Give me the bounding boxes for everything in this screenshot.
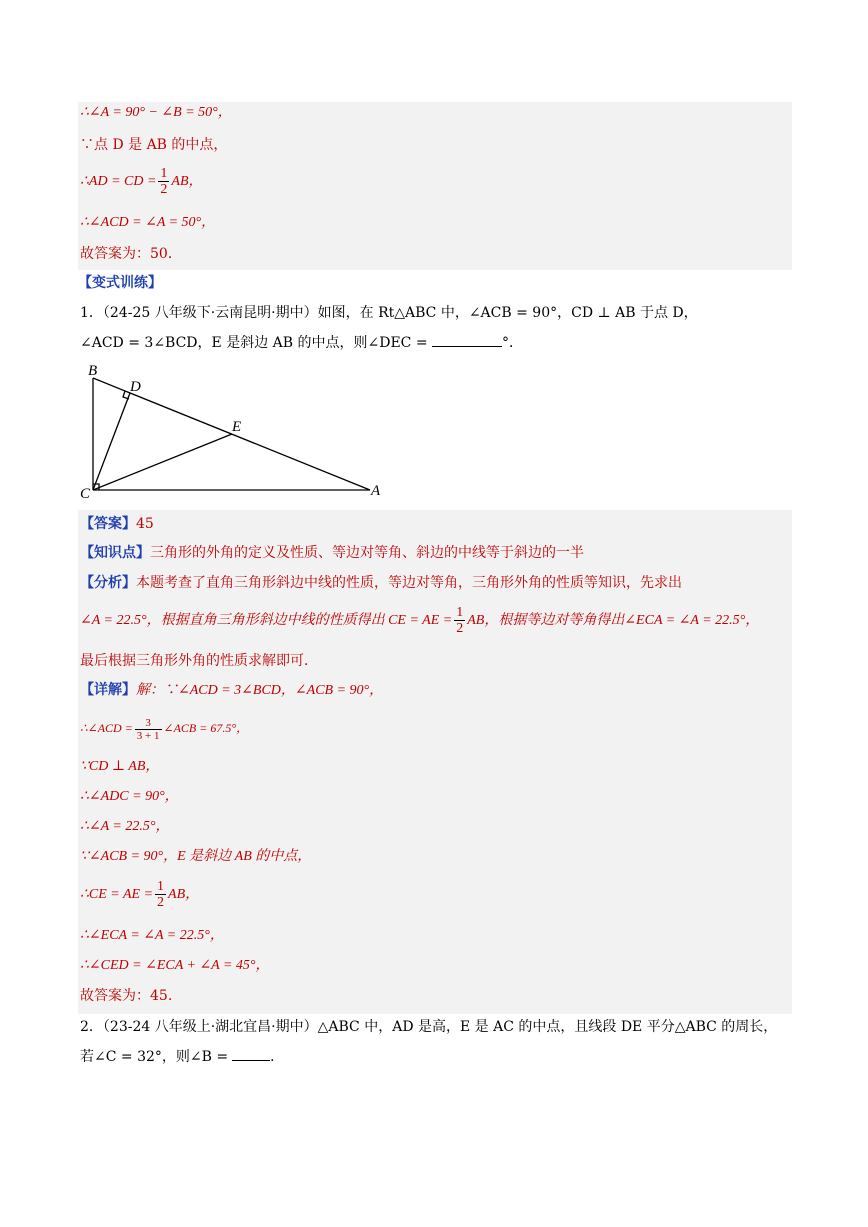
answer-blank-2: [232, 1060, 270, 1061]
label-b: B: [88, 363, 98, 379]
analysis-tag: 【分析】: [80, 575, 136, 591]
detail-fraction-half: $\frac{1}{2}$: [157, 879, 165, 911]
analysis-text-1: 本题考查了直角三角形斜边中线的性质，等边对等角，三角形外角的性质等知识，先求出: [136, 575, 682, 591]
detail-line-4: ∴∠A = 22.5°，: [80, 819, 170, 834]
detail-line-6: [80, 877, 199, 913]
answer-tag: 【答案】: [80, 516, 136, 532]
question-2-line-2-end: ．: [270, 1049, 285, 1065]
fraction-half: $\frac{1}{2}$: [160, 166, 168, 198]
detail-text-0: 解：∵∠ACD = 3∠BCD，∠ACB = 90°，: [136, 683, 384, 698]
segment-cd: [93, 393, 130, 490]
detail-line-2: ∵CD ⊥ AB，: [80, 759, 160, 774]
detail-text-1-post: ∠ACB = 67.5°，: [163, 721, 249, 735]
analysis-text-2a: ∠A = 22.5°，根据直角三角形斜边中线的性质得出 CE = AE =: [80, 613, 453, 628]
analysis-line-2: [80, 603, 759, 639]
knowledge-point-line: [80, 543, 584, 563]
detail-fraction-3-4: $\frac{3}{3 + 1}$: [136, 716, 160, 742]
segment-ce: [93, 434, 232, 490]
detail-text-6-post: AB，: [168, 887, 200, 902]
question-2-line-2-text: 若∠C = 32°，则∠B =: [80, 1049, 229, 1065]
analysis-text-2b: AB，根据等边对等角得出∠ECA = ∠A = 22.5°，: [467, 613, 760, 628]
question-1-line-2-unit: °．: [502, 335, 524, 351]
label-e: E: [232, 419, 242, 435]
answer-value: 45: [136, 516, 154, 532]
label-c: C: [80, 486, 91, 502]
detail-line-0: [80, 681, 383, 701]
triangle-figure: [80, 360, 400, 505]
solution-line-4: ∴∠ACD = ∠A = 50°，: [80, 215, 216, 230]
solution-answer-line: 故答案为：50．: [80, 246, 182, 262]
detail-line-8: ∴∠CED = ∠ECA + ∠A = 45°，: [80, 958, 270, 973]
detail-line-7: ∴∠ECA = ∠A = 22.5°，: [80, 928, 224, 943]
question-1-line-2: [80, 333, 523, 353]
answer-line: [80, 514, 154, 534]
solution-line-3-pre: ∴AD = CD =: [80, 174, 157, 189]
detail-text-6-pre: ∴CE = AE =: [80, 887, 154, 902]
detail-tag: 【详解】: [80, 683, 136, 698]
question-2-line-1: 2．（23-24 八年级上·湖北宜昌·期中）△ABC 中，AD 是高，E 是 AC 的中点，且线段 DE 平分△ABC 的周长，: [80, 1019, 778, 1035]
question-1-line-2-text: ∠ACD = 3∠BCD，E 是斜边 AB 的中点，则∠DEC =: [80, 335, 428, 351]
solution-line-2: ∵点 D 是 AB 的中点，: [80, 137, 228, 153]
knowledge-point-text: 三角形的外角的定义及性质、等边对等角、斜边的中线等于斜边的一半: [150, 545, 584, 561]
question-1-line-1: 1．（24-25 八年级下·云南昆明·期中）如图，在 Rt△ABC 中，∠ACB = 90°，CD ⊥ AB 于点 D，: [80, 305, 698, 321]
detail-line-5: ∵∠ACB = 90°，E 是斜边 AB 的中点，: [80, 849, 312, 864]
solution-line-1: ∴∠A = 90° − ∠B = 50°，: [80, 105, 232, 120]
detail-answer-line: 故答案为：45.: [80, 988, 173, 1004]
analysis-line-1: [80, 573, 682, 593]
solution-line-3: [80, 164, 203, 200]
solution-line-3-post: AB，: [171, 174, 203, 189]
detail-line-1: [80, 710, 248, 746]
label-a: A: [371, 483, 381, 499]
detail-line-3: ∴∠ADC = 90°，: [80, 789, 179, 804]
detail-text-1-pre: ∴∠ACD =: [80, 721, 133, 735]
label-d: D: [130, 379, 141, 395]
question-2-line-2: [80, 1047, 284, 1067]
analysis-line-3: 最后根据三角形外角的性质求解即可．: [80, 653, 318, 669]
analysis-fraction: $\frac{1}{2}$: [456, 605, 464, 637]
section-title: 【变式训练】: [78, 275, 162, 291]
answer-blank: [432, 346, 502, 347]
knowledge-point-tag: 【知识点】: [80, 545, 150, 561]
